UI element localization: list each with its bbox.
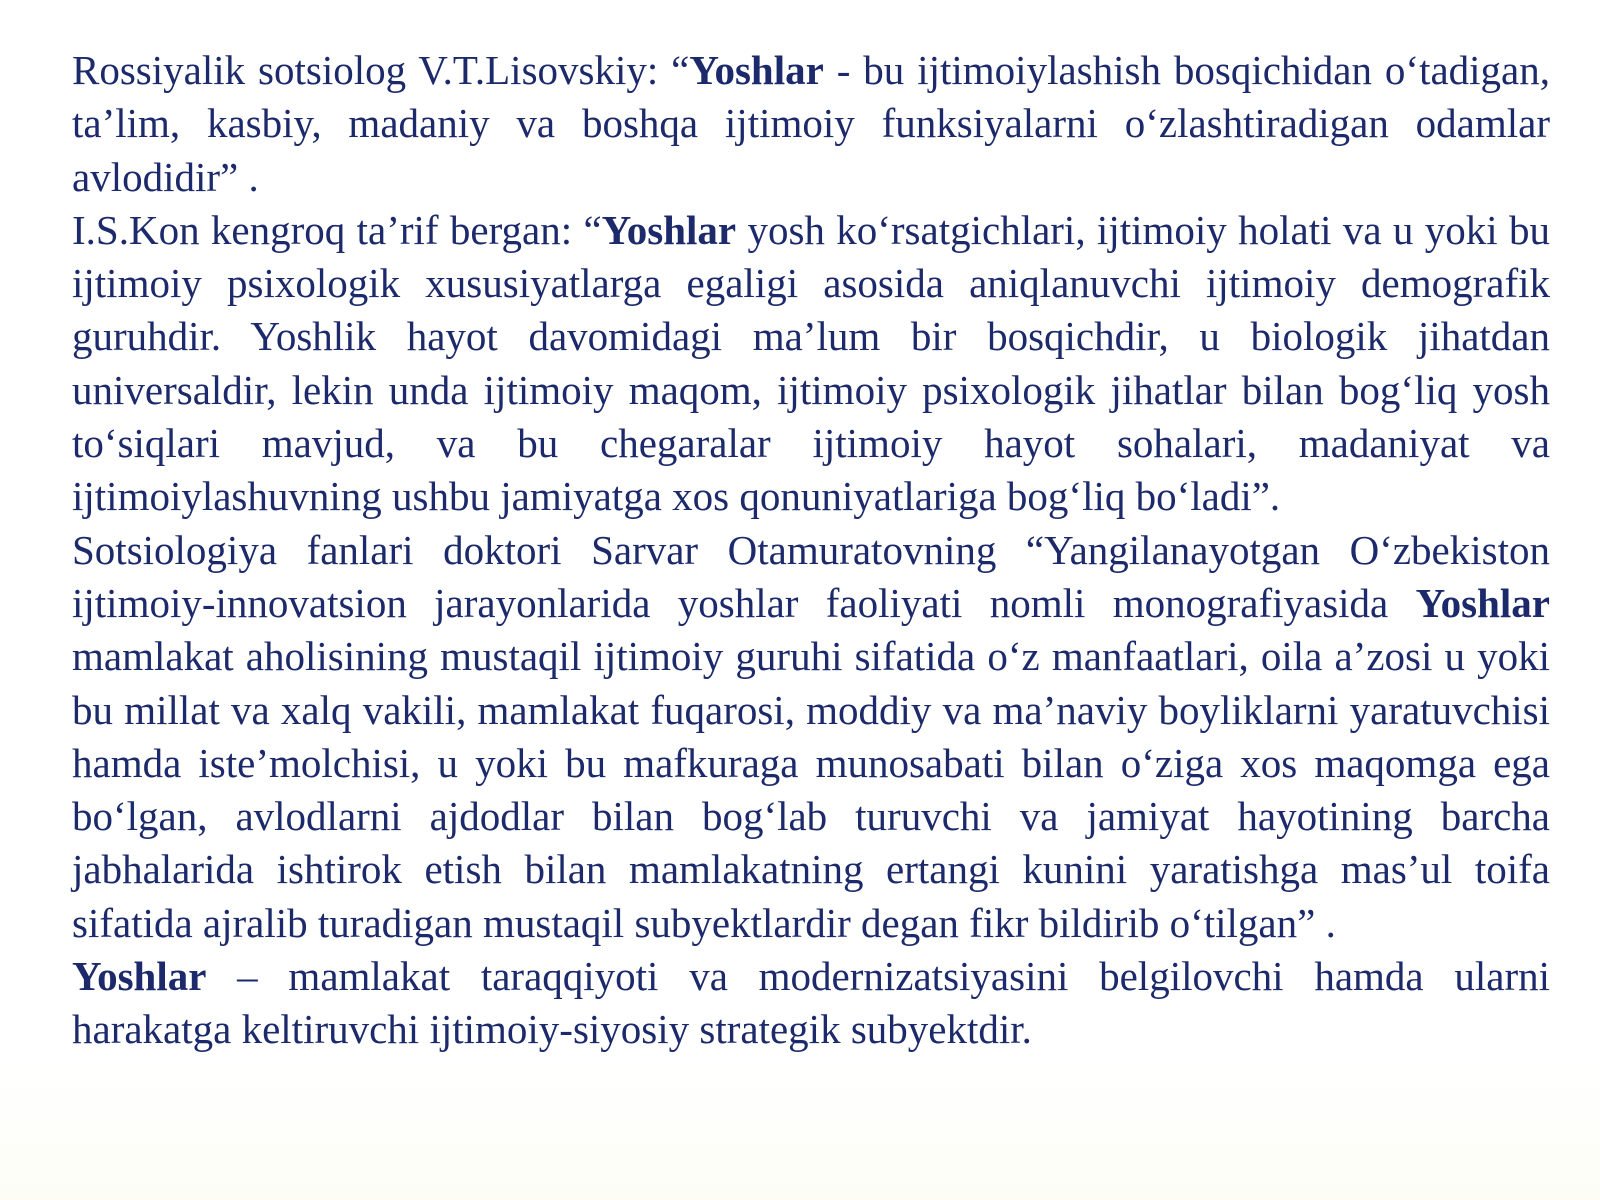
bold-term: Yoshlar bbox=[72, 953, 207, 1000]
paragraph-otamuratov-definition bbox=[72, 524, 1550, 950]
paragraph-lisovskiy-definition bbox=[72, 44, 1550, 204]
bold-term: Yoshlar bbox=[1415, 579, 1550, 626]
paragraph-text: - bu ijtimoiylashish bosqichidan o‘tadigan, ta’lim, kasbiy, madaniy va boshqa ijtimoiy funksiyalarni o‘zlashtiradigan odamlar avlodidir” . bbox=[72, 47, 1551, 200]
paragraph-text: yosh ko‘rsatgichlari, ijtimoiy holati va u yoki bu ijtimoiy psixologik xususiyatlarga egaligi asosida aniqlanuvchi ijtimoiy demografik guruhdir. Yoshlik hayot davomidagi ma’lum bir bosqichdir, u biologik jihatdan universaldir, lekin unda ijtimoiy maqom, ijtimoiy psixologik jihatlar bilan bog‘liq yosh to‘siqlari mavjud, va bu chegaralar ijtimoiy hayot sohalari, madaniyat va ijtimoiylashuvning ushbu jamiyatga xos qonuniyatlariga bog‘liq bo‘ladi”. bbox=[72, 206, 1550, 520]
paragraph-text: Rossiyalik sotsiolog V.T.Lisovskiy: “ bbox=[72, 47, 690, 93]
paragraph-conclusion bbox=[72, 950, 1550, 1057]
paragraph-kon-definition bbox=[72, 204, 1550, 524]
paragraph-text: – mamlakat taraqqiyoti va modernizatsiyasini belgilovchi hamda ularni harakatga keltiruvchi ijtimoiy-siyosiy strategik subyektdir. bbox=[72, 953, 1550, 1053]
paragraph-text: mamlakat aholisining mustaqil ijtimoiy guruhi sifatida o‘z manfaatlari, oila a’zosi u yoki bu millat va xalq vakili, mamlakat fuqarosi, moddiy va ma’naviy boyliklarni yaratuvchisi hamda iste’molchisi, u yoki bu mafkuraga munosabati bilan o‘ziga xos maqomga ega bo‘lgan, avlodlarni ajdodlar bilan bog‘lab turuvchi va jamiyat hayotining barcha jabhalarida ishtirok etish bilan mamlakatning ertangi kunini yaratishga mas’ul toifa sifatida ajralib turadigan mustaqil subyektlardir degan fikr bildirib o‘tilgan” . bbox=[72, 633, 1550, 946]
paragraph-text: I.S.Kon kengroq ta’rif bergan: “ bbox=[72, 206, 602, 253]
bold-term: Yoshlar bbox=[601, 206, 737, 253]
text-block bbox=[72, 44, 1550, 1057]
paragraph-text: Sotsiologiya fanlari doktori Sarvar Otamuratovning “Yangilanayotgan O‘zbekiston ijtimoiy-innovatsion jarayonlarida yoshlar faoliyati nomli monografiyasida bbox=[72, 526, 1550, 626]
bold-term: Yoshlar bbox=[689, 47, 824, 93]
